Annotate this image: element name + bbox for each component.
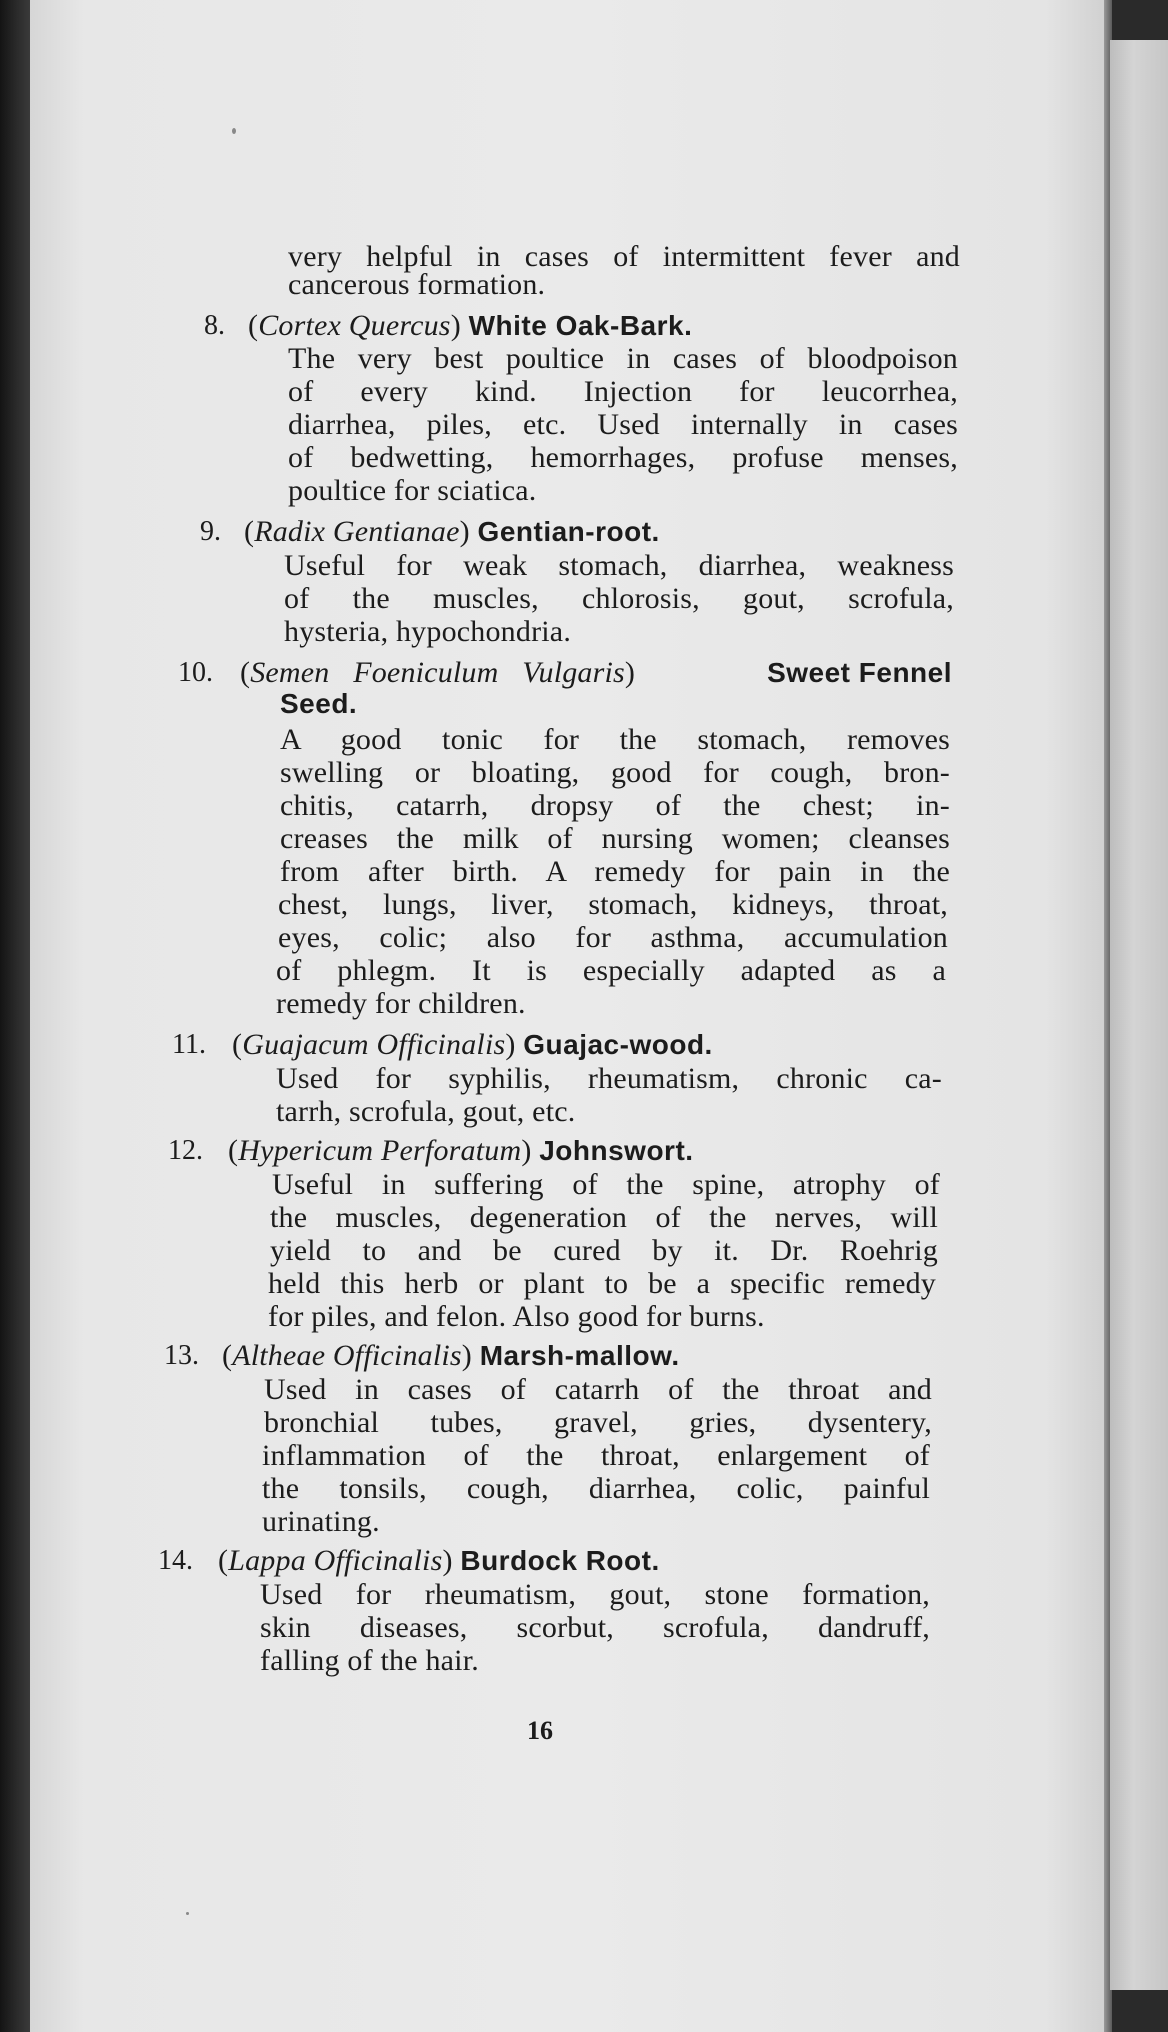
entry-heading: (Lappa Officinalis) Burdock Root. <box>218 1544 660 1577</box>
text-line: skin diseases, scorbut, scrofula, dandruff, <box>260 1611 930 1644</box>
text-line: swelling or bloating, good for cough, bron- <box>280 756 950 789</box>
text-line: chest, lungs, liver, stomach, kidneys, throat, <box>278 888 948 921</box>
entry-heading: (Hypericum Perforatum) Johnswort. <box>228 1134 694 1167</box>
latin-name: Radix Gentianae <box>254 515 460 548</box>
latin-name: Altheae Officinalis <box>232 1339 462 1372</box>
text-line: hysteria, hypochondria. <box>284 615 572 648</box>
entry-number: 14. <box>158 1545 193 1576</box>
text-line: Used for syphilis, rheumatism, chronic ca- <box>276 1062 942 1095</box>
page-number: 16 <box>527 1716 553 1745</box>
entry-number: 12. <box>168 1135 203 1166</box>
text-line: urinating. <box>262 1505 380 1538</box>
herb-name-continued: Seed. <box>280 688 358 719</box>
herb-name: White Oak-Bark. <box>468 310 693 341</box>
text-line: the tonsils, cough, diarrhea, colic, painful <box>262 1472 930 1505</box>
text-line: the muscles, degeneration of the nerves, will <box>270 1201 938 1234</box>
text-line: Useful for weak stomach, diarrhea, weakness <box>284 549 954 582</box>
text-line: bronchial tubes, gravel, gries, dysentery, <box>264 1406 932 1439</box>
text-line: very helpful in cases of intermittent fever and <box>288 240 960 273</box>
entry-heading: (Guajacum Officinalis) Guajac-wood. <box>232 1028 713 1061</box>
text-line: inflammation of the throat, enlargement of <box>262 1439 930 1472</box>
herb-name: Marsh-mallow. <box>479 1340 680 1371</box>
text-line: A good tonic for the stomach, removes <box>280 723 950 756</box>
latin-name: Lappa Officinalis <box>228 1544 443 1577</box>
text-line: Used for rheumatism, gout, stone formation, <box>260 1578 930 1611</box>
entry-heading: (Semen Foeniculum Vulgaris) Sweet Fennel <box>240 656 952 689</box>
text-line: of phlegm. It is especially adapted as a <box>276 954 946 987</box>
text-line: eyes, colic; also for asthma, accumulation <box>278 921 948 954</box>
text-line: tarrh, scrofula, gout, etc. <box>276 1095 576 1128</box>
latin-name: Semen Foeniculum Vulgaris <box>250 656 625 689</box>
text-line: chitis, catarrh, dropsy of the chest; in- <box>280 789 950 822</box>
text-line: of bedwetting, hemorrhages, profuse menses, <box>288 441 958 474</box>
latin-name: Hypericum Perforatum <box>238 1134 522 1167</box>
entry-number: 9. <box>200 516 221 547</box>
text-line: yield to and be cured by it. Dr. Roehrig <box>270 1234 938 1267</box>
entry-number: 11. <box>172 1029 206 1060</box>
text-line: Used in cases of catarrh of the throat and <box>264 1373 932 1406</box>
entry-heading: (Radix Gentianae) Gentian-root. <box>244 515 660 548</box>
text-line: falling of the hair. <box>260 1644 479 1677</box>
herb-name: Guajac-wood. <box>523 1029 713 1060</box>
latin-name: Guajacum Officinalis <box>242 1028 506 1061</box>
text-line: for piles, and felon. Also good for burns. <box>268 1300 765 1333</box>
entry-heading: (Altheae Officinalis) Marsh-mallow. <box>222 1339 680 1372</box>
text-line: cancerous formation. <box>288 268 546 301</box>
heading-continuation <box>280 687 357 721</box>
entry-number: 13. <box>164 1340 199 1371</box>
text-line: The very best poultice in cases of bloodpoison <box>288 342 958 375</box>
text-line: creases the milk of nursing women; cleanses <box>280 822 950 855</box>
text-line: from after birth. A remedy for pain in the <box>280 855 950 888</box>
herb-name: Gentian-root. <box>477 516 660 547</box>
text-line: diarrhea, piles, etc. Used internally in cases <box>288 408 958 441</box>
entry-heading: (Cortex Quercus) White Oak-Bark. <box>248 309 693 342</box>
entry-number: 10. <box>178 657 213 688</box>
text-line: of every kind. Injection for leucorrhea, <box>288 375 958 408</box>
latin-name: Cortex Quercus <box>258 309 451 342</box>
text-line: held this herb or plant to be a specific remedy <box>268 1267 936 1300</box>
herb-name: Sweet Fennel <box>767 657 952 688</box>
entry-number: 8. <box>204 310 225 341</box>
text-line: remedy for children. <box>276 987 526 1020</box>
text-line: Useful in suffering of the spine, atrophy of <box>272 1168 940 1201</box>
herb-name: Burdock Root. <box>460 1545 660 1576</box>
text-line: of the muscles, chlorosis, gout, scrofula, <box>284 582 954 615</box>
herb-name: Johnswort. <box>539 1135 694 1166</box>
text-line: poultice for sciatica. <box>288 474 537 507</box>
